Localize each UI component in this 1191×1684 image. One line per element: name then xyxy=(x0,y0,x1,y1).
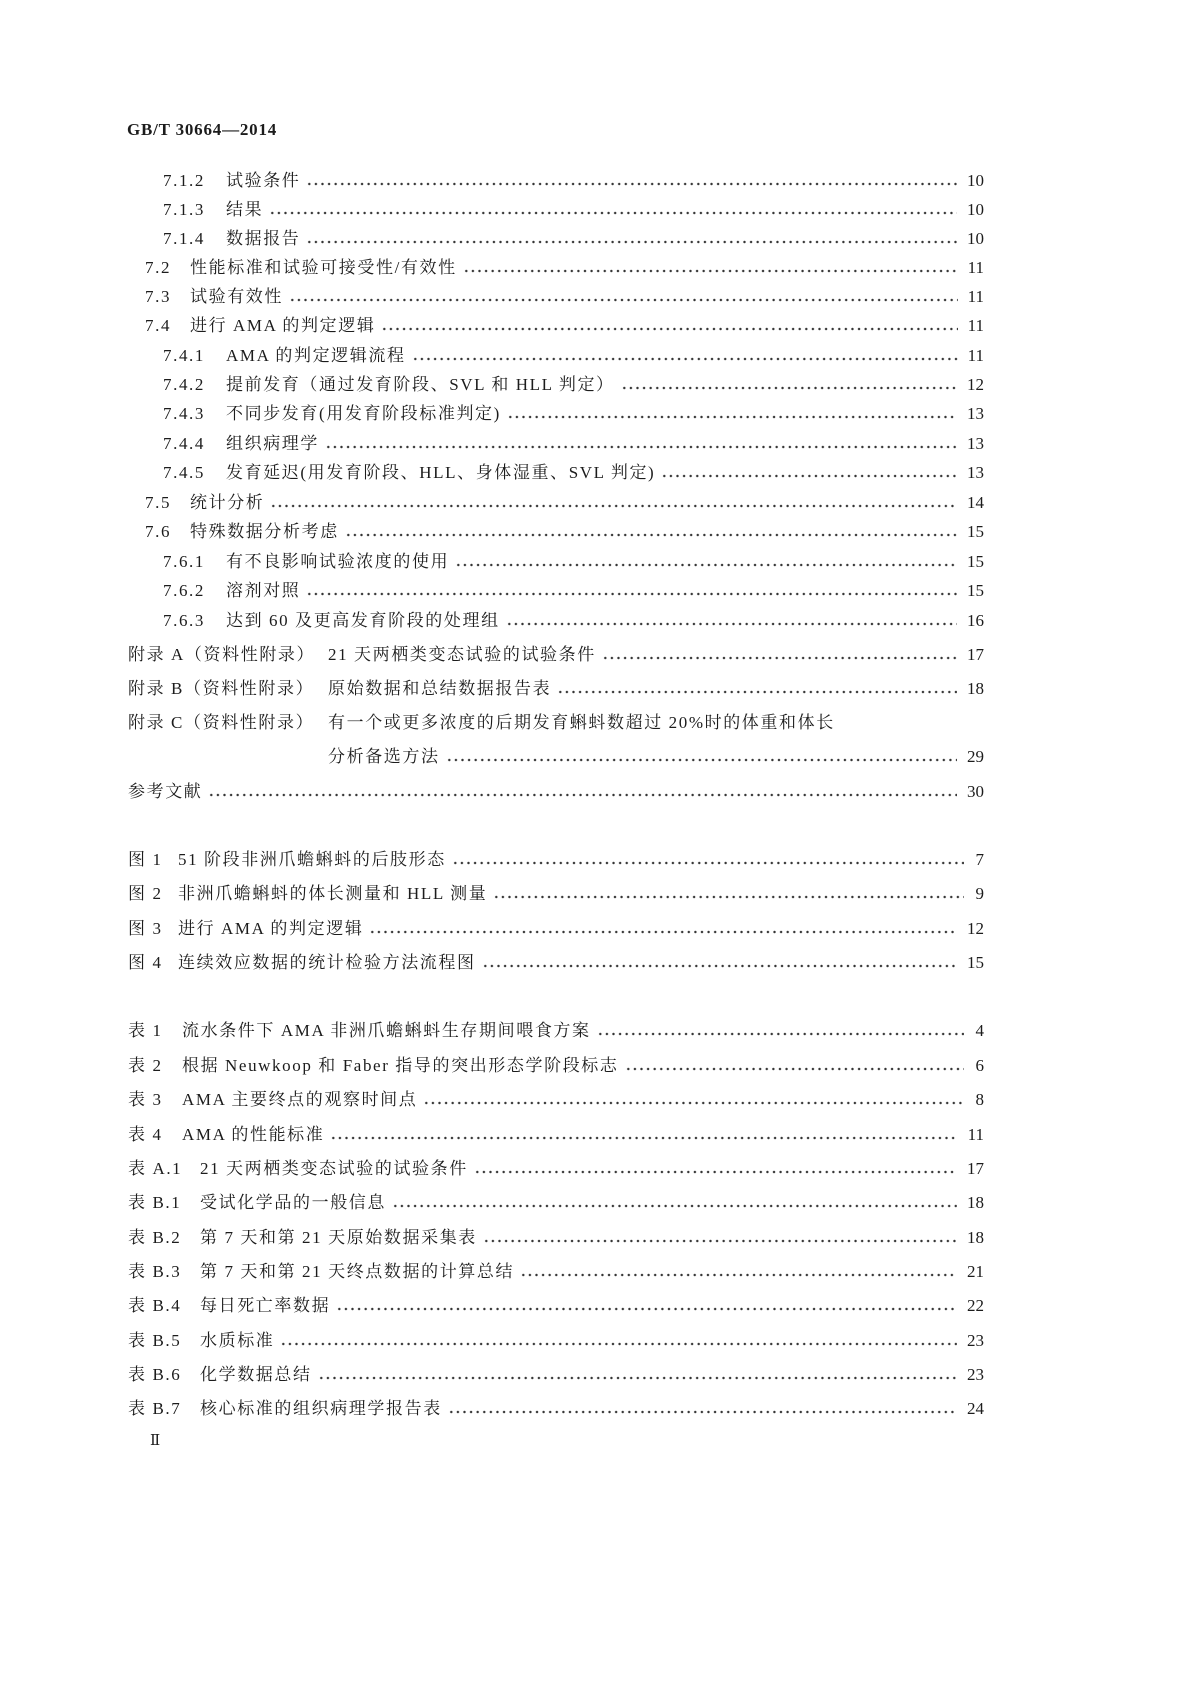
entry-page: 18 xyxy=(967,1193,984,1212)
annex-label: 附录 A（资料性附录） xyxy=(128,645,316,664)
annex-title: 21 天两栖类变态试验的试验条件 xyxy=(328,645,596,664)
bibliography-title: 参考文献 xyxy=(128,782,203,801)
entry-page: 23 xyxy=(967,1331,984,1350)
figure-number: 图 2 xyxy=(128,884,163,903)
table-title: 第 7 天和第 21 天原始数据采集表 xyxy=(200,1228,477,1247)
footer-page-number: Ⅱ xyxy=(150,1433,161,1449)
dot-leader xyxy=(280,1330,957,1352)
table-title: AMA 主要终点的观察时间点 xyxy=(182,1090,418,1109)
toc-entry xyxy=(163,580,984,602)
table-number: 表 B.7 xyxy=(128,1399,182,1418)
dot-leader xyxy=(208,781,957,803)
entry-title: 特殊数据分析考虑 xyxy=(190,522,339,541)
figure-number: 图 3 xyxy=(128,919,163,938)
dot-leader xyxy=(483,1227,957,1249)
entry-title: 试验条件 xyxy=(226,171,301,190)
entry-title: 统计分析 xyxy=(190,493,265,512)
table-number: 表 A.1 xyxy=(128,1159,183,1178)
figure-number: 图 4 xyxy=(128,953,163,972)
toc-entry xyxy=(163,551,984,573)
entry-title: 进行 AMA 的判定逻辑 xyxy=(190,316,376,335)
entry-number: 7.1.4 xyxy=(163,229,205,248)
table-number: 表 B.2 xyxy=(128,1228,182,1247)
toc-annex-entry xyxy=(128,678,984,700)
dot-leader xyxy=(345,521,957,543)
entry-title: 提前发育（通过发育阶段、SVL 和 HLL 判定） xyxy=(226,375,615,394)
toc-table-entry xyxy=(128,1192,984,1214)
toc-entry xyxy=(163,199,984,221)
entry-number: 7.5 xyxy=(145,493,172,512)
toc-entry xyxy=(163,403,984,425)
entry-title: 性能标准和试验可接受性/有效性 xyxy=(190,258,457,277)
dot-leader xyxy=(493,883,964,905)
toc-entry xyxy=(145,315,984,337)
toc-table-entry xyxy=(128,1089,984,1111)
toc-entry xyxy=(163,433,984,455)
table-number: 表 2 xyxy=(128,1056,163,1075)
toc-figure-entry xyxy=(128,918,984,940)
dot-leader xyxy=(507,403,957,425)
toc-annex-entry-continuation xyxy=(328,746,984,768)
entry-page: 11 xyxy=(967,346,984,365)
entry-title: 有不良影响试验浓度的使用 xyxy=(226,552,450,571)
dot-leader xyxy=(661,462,957,484)
annex-title: 有一个或更多浓度的后期发育蝌蚪数超过 20%时的体重和体长 xyxy=(328,713,835,732)
toc-annex-entry xyxy=(128,644,984,666)
entry-page: 7 xyxy=(975,850,984,869)
dot-leader xyxy=(621,374,957,396)
entry-title: 发育延迟(用发育阶段、HLL、身体湿重、SVL 判定) xyxy=(226,463,656,482)
toc-entry xyxy=(163,170,984,192)
dot-leader xyxy=(448,1398,957,1420)
entry-page: 15 xyxy=(967,522,984,541)
toc-figure-entry xyxy=(128,849,984,871)
dot-leader xyxy=(463,257,958,279)
toc-table-entry xyxy=(128,1055,984,1077)
toc-entry xyxy=(145,286,984,308)
entry-number: 7.1.3 xyxy=(163,200,205,219)
dot-leader xyxy=(336,1295,957,1317)
toc-table-entry xyxy=(128,1158,984,1180)
dot-leader xyxy=(597,1020,964,1042)
dot-leader xyxy=(369,918,957,940)
dot-leader xyxy=(482,952,957,974)
entry-page: 13 xyxy=(967,463,984,482)
table-number: 表 B.6 xyxy=(128,1365,182,1384)
dot-leader xyxy=(381,315,957,337)
entry-number: 7.6 xyxy=(145,522,172,541)
entry-page: 23 xyxy=(967,1365,984,1384)
entry-page: 9 xyxy=(975,884,984,903)
entry-page: 16 xyxy=(967,611,984,630)
entry-page: 24 xyxy=(967,1399,984,1418)
dot-leader xyxy=(423,1089,964,1111)
table-title: 21 天两栖类变态试验的试验条件 xyxy=(200,1159,468,1178)
entry-page: 11 xyxy=(967,316,984,335)
table-number: 表 B.3 xyxy=(128,1262,182,1281)
entry-number: 7.4.2 xyxy=(163,375,205,394)
entry-number: 7.4.5 xyxy=(163,463,205,482)
toc-table-entry xyxy=(128,1227,984,1249)
annex-label: 附录 B（资料性附录） xyxy=(128,679,315,698)
entry-page: 11 xyxy=(967,1125,984,1144)
dot-leader xyxy=(520,1261,957,1283)
entry-title: 组织病理学 xyxy=(226,434,319,453)
entry-page: 12 xyxy=(967,375,984,394)
toc-table-entry xyxy=(128,1364,984,1386)
entry-page: 6 xyxy=(975,1056,984,1075)
dot-leader xyxy=(506,610,957,632)
dot-leader xyxy=(446,746,957,768)
annex-label: 附录 C（资料性附录） xyxy=(128,713,315,732)
entry-page: 13 xyxy=(967,404,984,423)
toc-entry xyxy=(163,462,984,484)
toc-entry xyxy=(163,374,984,396)
dot-leader xyxy=(330,1124,957,1146)
entry-page: 10 xyxy=(967,171,984,190)
entry-page: 10 xyxy=(967,229,984,248)
toc-entry xyxy=(145,492,984,514)
table-title: 每日死亡率数据 xyxy=(200,1296,331,1315)
dot-leader xyxy=(269,199,957,221)
entry-page: 18 xyxy=(967,1228,984,1247)
toc-entry xyxy=(145,521,984,543)
entry-page: 13 xyxy=(967,434,984,453)
entry-title: 数据报告 xyxy=(226,229,301,248)
entry-title: 试验有效性 xyxy=(190,287,283,306)
entry-page: 29 xyxy=(967,747,984,766)
table-number: 表 B.4 xyxy=(128,1296,182,1315)
entry-number: 7.1.2 xyxy=(163,171,205,190)
dot-leader xyxy=(289,286,958,308)
entry-page: 10 xyxy=(967,200,984,219)
toc-entry xyxy=(163,610,984,632)
entry-page: 17 xyxy=(967,1159,984,1178)
entry-number: 7.6.3 xyxy=(163,611,205,630)
figure-title: 连续效应数据的统计检验方法流程图 xyxy=(178,953,476,972)
entry-page: 30 xyxy=(967,782,984,801)
entry-number: 7.4.1 xyxy=(163,346,205,365)
entry-number: 7.4.4 xyxy=(163,434,205,453)
table-number: 表 3 xyxy=(128,1090,163,1109)
dot-leader xyxy=(270,492,957,514)
toc-table-entry xyxy=(128,1295,984,1317)
dot-leader xyxy=(392,1192,957,1214)
toc-figure-entry xyxy=(128,883,984,905)
entry-page: 11 xyxy=(967,287,984,306)
entry-page: 22 xyxy=(967,1296,984,1315)
figure-title: 51 阶段非洲爪蟾蝌蚪的后肢形态 xyxy=(178,850,446,869)
entry-title: 不同步发育(用发育阶段标准判定) xyxy=(226,404,501,423)
table-title: AMA 的性能标准 xyxy=(182,1125,325,1144)
annex-title: 原始数据和总结数据报告表 xyxy=(328,679,552,698)
standard-code-header: GB/T 30664—2014 xyxy=(127,120,278,139)
dot-leader xyxy=(325,433,957,455)
entry-page: 12 xyxy=(967,919,984,938)
entry-page: 21 xyxy=(967,1262,984,1281)
dot-leader xyxy=(455,551,957,573)
toc-table-entry xyxy=(128,1261,984,1283)
table-title: 受试化学品的一般信息 xyxy=(200,1193,386,1212)
annex-title-continuation: 分析备选方法 xyxy=(328,747,440,766)
dot-leader xyxy=(557,678,957,700)
entry-page: 8 xyxy=(975,1090,984,1109)
entry-number: 7.6.1 xyxy=(163,552,205,571)
entry-title: AMA 的判定逻辑流程 xyxy=(226,346,406,365)
dot-leader xyxy=(452,849,964,871)
toc-table-entry xyxy=(128,1398,984,1420)
table-title: 流水条件下 AMA 非洲爪蟾蝌蚪生存期间喂食方案 xyxy=(182,1021,591,1040)
table-number: 表 1 xyxy=(128,1021,163,1040)
toc-annex-entry xyxy=(128,712,984,734)
toc-entry xyxy=(163,228,984,250)
dot-leader xyxy=(602,644,957,666)
entry-page: 14 xyxy=(967,493,984,512)
entry-page: 15 xyxy=(967,953,984,972)
entry-title: 溶剂对照 xyxy=(226,581,301,600)
table-title: 核心标准的组织病理学报告表 xyxy=(200,1399,442,1418)
entry-number: 7.4.3 xyxy=(163,404,205,423)
entry-page: 15 xyxy=(967,552,984,571)
toc-bibliography-entry xyxy=(128,781,984,803)
table-title: 第 7 天和第 21 天终点数据的计算总结 xyxy=(200,1262,515,1281)
entry-page: 17 xyxy=(967,645,984,664)
table-number: 表 B.1 xyxy=(128,1193,182,1212)
figure-title: 非洲爪蟾蝌蚪的体长测量和 HLL 测量 xyxy=(178,884,488,903)
toc-table-entry xyxy=(128,1020,984,1042)
table-title: 化学数据总结 xyxy=(200,1365,312,1384)
figure-title: 进行 AMA 的判定逻辑 xyxy=(178,919,364,938)
dot-leader xyxy=(625,1055,964,1077)
entry-page: 11 xyxy=(967,258,984,277)
toc-table-entry xyxy=(128,1124,984,1146)
dot-leader xyxy=(306,580,957,602)
dot-leader xyxy=(412,345,958,367)
entry-number: 7.4 xyxy=(145,316,172,335)
entry-number: 7.6.2 xyxy=(163,581,205,600)
table-title: 水质标准 xyxy=(200,1331,275,1350)
dot-leader xyxy=(318,1364,957,1386)
entry-page: 4 xyxy=(975,1021,984,1040)
toc-entry xyxy=(163,345,984,367)
figure-number: 图 1 xyxy=(128,850,163,869)
dot-leader xyxy=(306,228,957,250)
dot-leader xyxy=(474,1158,957,1180)
entry-page: 15 xyxy=(967,581,984,600)
table-number: 表 B.5 xyxy=(128,1331,182,1350)
dot-leader xyxy=(306,170,957,192)
toc-entry xyxy=(145,257,984,279)
toc-figure-entry xyxy=(128,952,984,974)
table-number: 表 4 xyxy=(128,1125,163,1144)
entry-title: 达到 60 及更高发育阶段的处理组 xyxy=(226,611,500,630)
entry-number: 7.3 xyxy=(145,287,172,306)
entry-number: 7.2 xyxy=(145,258,172,277)
entry-title: 结果 xyxy=(226,200,264,219)
table-title: 根据 Neuwkoop 和 Faber 指导的突出形态学阶段标志 xyxy=(182,1056,619,1075)
toc-table-entry xyxy=(128,1330,984,1352)
entry-page: 18 xyxy=(967,679,984,698)
